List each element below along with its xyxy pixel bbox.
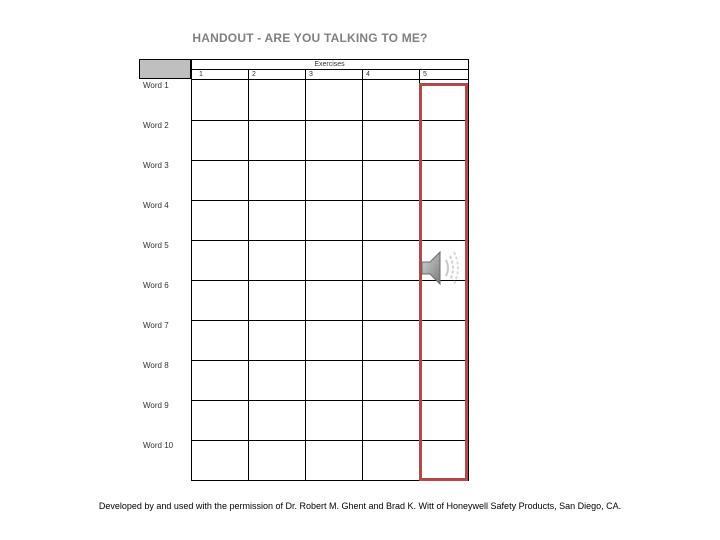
exercise-number-5: 5 <box>419 70 469 80</box>
handout-title: HANDOUT - ARE YOU TALKING TO ME? <box>192 31 428 43</box>
exercise-number-4: 4 <box>362 70 419 80</box>
grid-vline <box>305 70 306 481</box>
word-label-2: Word 2 <box>143 121 169 130</box>
word-label-6: Word 6 <box>143 281 169 290</box>
grid-vline <box>362 70 363 481</box>
speaker-icon[interactable] <box>418 244 466 292</box>
exercise-number-2: 2 <box>248 70 305 80</box>
word-label-8: Word 8 <box>143 361 169 370</box>
grid-vline <box>468 59 469 481</box>
word-label-5: Word 5 <box>143 241 169 250</box>
exercise-number-1: 1 <box>191 70 248 80</box>
grid-vline <box>248 70 249 481</box>
word-label-3: Word 3 <box>143 161 169 170</box>
credit-footer: Developed by and used with the permission of Dr. Robert M. Ghent and Brad K. Witt of Honeywell Safety Products, San Diego, CA. <box>98 501 622 511</box>
header-gray-cell <box>139 59 191 79</box>
grid-vline <box>191 59 192 481</box>
word-label-10: Word 10 <box>143 441 174 450</box>
word-label-4: Word 4 <box>143 201 169 210</box>
exercise-number-3: 3 <box>305 70 362 80</box>
exercises-header: Exercises <box>191 59 469 70</box>
word-label-1: Word 1 <box>143 81 169 90</box>
word-label-9: Word 9 <box>143 401 169 410</box>
word-label-7: Word 7 <box>143 321 169 330</box>
